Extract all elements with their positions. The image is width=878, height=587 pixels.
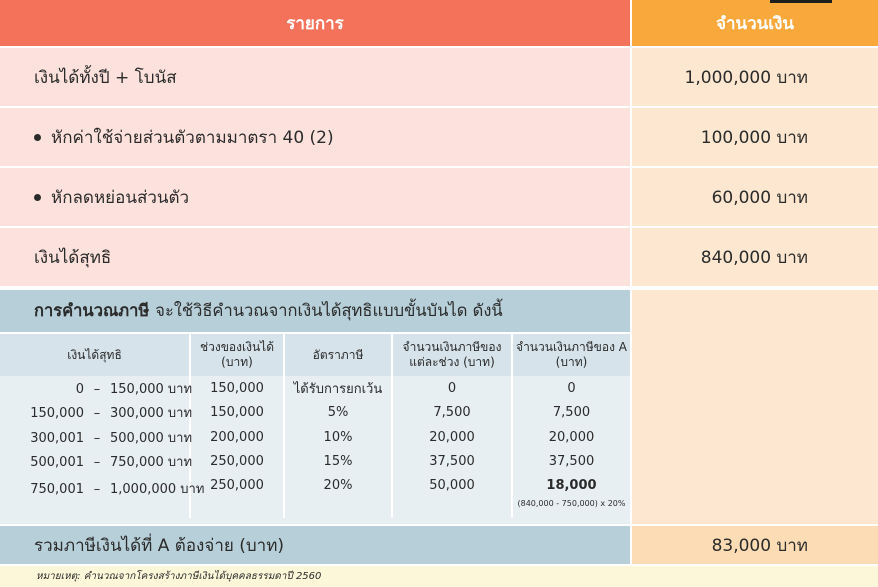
bracket-tax: 0 xyxy=(392,376,512,401)
row-label xyxy=(0,108,630,166)
bracket-dash: – xyxy=(93,430,101,446)
col-range: ช่วงของเงินได้ (บาท) xyxy=(190,334,284,376)
bracket-range: 200,000 xyxy=(190,425,284,450)
table-row xyxy=(0,450,630,475)
bracket-table xyxy=(0,334,630,524)
row-amount: 100,000 บาท xyxy=(632,108,878,166)
bracket-dash: – xyxy=(93,455,101,471)
row-expense-deduction xyxy=(0,108,878,166)
bracket-range: 150,000 xyxy=(190,401,284,426)
col-tax-of-a: จำนวนเงินภาษีของ A (บาท) xyxy=(512,334,630,376)
bracket-tax: 50,000 xyxy=(392,474,512,518)
row-label-text: หักค่าใช้จ่ายส่วนตัวตามมาตรา 40 (2) xyxy=(51,127,334,148)
footnote: หมายเหตุ: คำนวณจากโครงสร้างภาษีเงินได้บุคคลธรรมดาปี 2560 xyxy=(0,566,878,587)
bracket-rate: 15% xyxy=(284,450,392,475)
bracket-from: 500,001 xyxy=(30,455,84,471)
table-row xyxy=(0,401,630,426)
row-label-text: หักลดหย่อนส่วนตัว xyxy=(51,187,190,208)
bracket-to: 500,000 บาท xyxy=(110,430,193,446)
bracket-bounds xyxy=(0,474,205,518)
header-amount-column: จำนวนเงิน xyxy=(632,0,878,46)
bracket-to: 1,000,000 บาท xyxy=(110,482,205,497)
bracket-bounds xyxy=(0,376,193,401)
top-edge-mark xyxy=(770,0,832,3)
row-personal-allowance xyxy=(0,168,878,226)
bracket-to: 750,000 บาท xyxy=(110,455,193,471)
row-amount: 1,000,000 บาท xyxy=(632,48,878,106)
bracket-bounds xyxy=(0,425,193,450)
bracket-tax-a: 7,500 xyxy=(552,405,591,421)
bracket-tax: 37,500 xyxy=(392,450,512,475)
total-amount: 83,000 บาท xyxy=(632,526,878,564)
bracket-to: 300,000 บาท xyxy=(110,406,193,422)
bracket-rate: 10% xyxy=(284,425,392,450)
bracket-tax-a: 37,500 xyxy=(548,454,595,470)
bracket-dash: – xyxy=(93,406,101,422)
bracket-tax-a xyxy=(512,474,630,518)
bracket-from: 0 xyxy=(75,381,84,397)
bracket-tax: 20,000 xyxy=(392,425,512,450)
calc-title-bold: การคำนวณภาษี xyxy=(34,301,150,320)
bracket-rate: 5% xyxy=(284,401,392,426)
row-net-income xyxy=(0,228,878,286)
calc-section-title xyxy=(0,290,630,332)
table-row xyxy=(0,376,630,401)
row-annual-income xyxy=(0,48,878,106)
calc-right-panel xyxy=(632,290,878,524)
bracket-from: 300,001 xyxy=(30,430,84,446)
bracket-range: 250,000 xyxy=(190,450,284,475)
col-net-income: เงินได้สุทธิ xyxy=(0,334,190,376)
row-label xyxy=(0,168,630,226)
bullet-icon xyxy=(34,134,41,141)
bullet-icon xyxy=(34,194,41,201)
bracket-header-row xyxy=(0,334,630,376)
col-rate: อัตราภาษี xyxy=(284,334,392,376)
bracket-tax-a-value: 18,000 xyxy=(546,478,597,493)
table-row xyxy=(0,474,630,518)
col-tax-per-bracket: จำนวนเงินภาษีของแต่ละช่วง (บาท) xyxy=(392,334,512,376)
bracket-from: 150,000 xyxy=(30,406,84,422)
bracket-rate: ได้รับการยกเว้น xyxy=(284,376,392,401)
bracket-range: 150,000 xyxy=(190,376,284,401)
header-item-column: รายการ xyxy=(0,0,630,46)
bracket-range: 250,000 xyxy=(190,474,284,518)
bracket-bounds xyxy=(0,401,193,426)
bracket-tax-a-note: (840,000 - 750,000) x 20% xyxy=(517,499,626,508)
bracket-to: 150,000 บาท xyxy=(110,381,193,397)
bracket-dash: – xyxy=(93,381,101,397)
bracket-tax-a: 20,000 xyxy=(548,429,595,445)
bracket-bounds xyxy=(0,450,193,475)
row-amount: 60,000 บาท xyxy=(632,168,878,226)
bracket-dash: – xyxy=(93,482,101,497)
bracket-tax-a: 0 xyxy=(567,380,576,396)
row-amount: 840,000 บาท xyxy=(632,228,878,286)
calc-title-rest: จะใช้วิธีคำนวณจากเงินได้สุทธิแบบขั้นบันได ดังนี้ xyxy=(155,301,503,320)
bracket-tax: 7,500 xyxy=(392,401,512,426)
table-row xyxy=(0,425,630,450)
row-label: เงินได้ทั้งปี + โบนัส xyxy=(0,48,630,106)
bracket-rate: 20% xyxy=(284,474,392,518)
row-label: เงินได้สุทธิ xyxy=(0,228,630,286)
total-label: รวมภาษีเงินได้ที่ A ต้องจ่าย (บาท) xyxy=(0,526,630,564)
bracket-from: 750,001 xyxy=(30,482,84,497)
